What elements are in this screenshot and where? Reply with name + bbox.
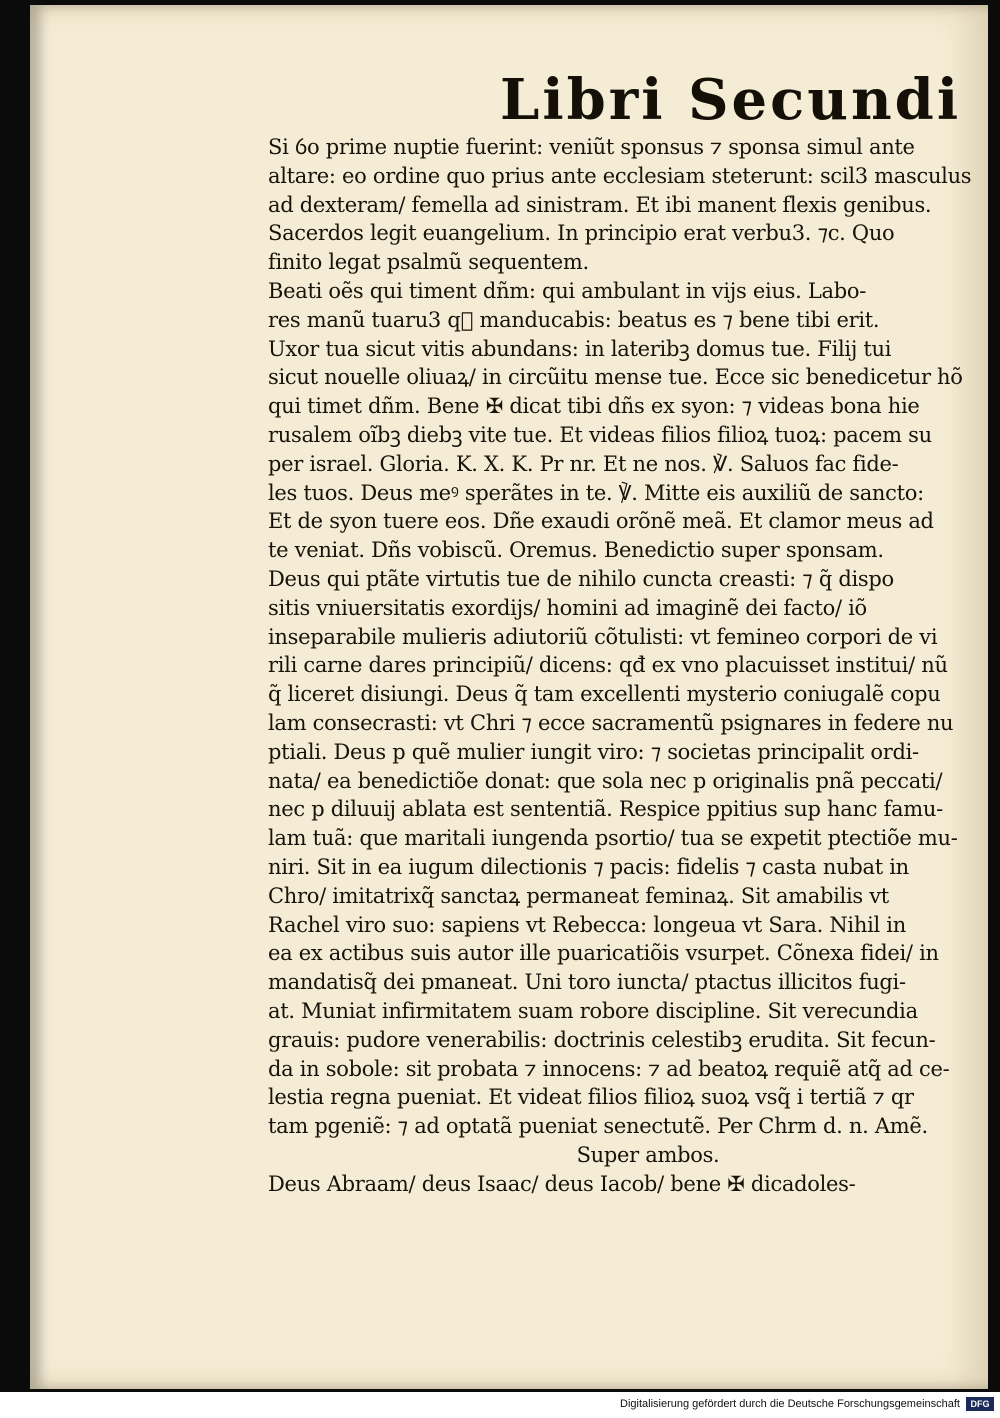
text-line: Deus qui ptãte virtutis tue de nihilo cuncta creasti: ⁊ q̃ dispo bbox=[268, 566, 894, 591]
text-line: at. Muniat infirmitatem suam robore discipline. Sit verecundia bbox=[268, 998, 918, 1023]
text-line: te veniat. Dñs vobiscũ. Oremus. Benedictio super sponsam. bbox=[268, 538, 884, 563]
text-line: les tuos. Deus meꝰ sperãtes in te. ℣. Mitte eis auxiliũ de sancto: bbox=[268, 480, 924, 505]
text-line: Beati oẽs qui timent dñm: qui ambulant in vijs eius. Labo- bbox=[268, 278, 866, 303]
text-line: nata/ ea benedictiõe donat: que sola nec p originalis pnã peccati/ bbox=[268, 768, 943, 793]
text-line: rusalem oĩbꝫ diebꝫ vite tue. Et videas filios filioꝝ tuoꝝ: pacem su bbox=[268, 422, 932, 447]
running-header: Libri Secundi bbox=[500, 67, 962, 133]
text-line: q̃ liceret disiungi. Deus q̃ tam excellenti mysterio coniugalẽ copu bbox=[268, 682, 941, 707]
text-line: Rachel viro suo: sapiens vt Rebecca: longeua vt Sara. Nihil in bbox=[268, 912, 906, 937]
text-line: ptiali. Deus p quẽ mulier iungit viro: ⁊ societas principalit ordi- bbox=[268, 739, 919, 764]
text-line: Uxor tua sicut vitis abundans: in lateribꝫ domus tue. Filij tui bbox=[268, 336, 892, 361]
text-line: finito legat psalmũ sequentem. bbox=[268, 250, 589, 275]
text-line: rili carne dares principiũ/ dicens: qđ ex vno placuisset institui/ nũ bbox=[268, 653, 948, 678]
book-page bbox=[30, 5, 988, 1389]
text-line: niri. Sit in ea iugum dilectionis ⁊ pacis: fidelis ⁊ casta nubat in bbox=[268, 854, 909, 879]
text-line: lam consecrasti: vt Chri ⁊ ecce sacramentũ psignares in federe nu bbox=[268, 710, 954, 735]
text-line: da in sobole: sit probata ⁊ innocens: ⁊ ad beatoꝝ requiẽ atq̃ ad ce- bbox=[268, 1056, 950, 1081]
text-line: per israel. Gloria. K. X. K. Pr nr. Et ne nos. ℣. Saluos fac fide- bbox=[268, 451, 899, 476]
footer-bar bbox=[0, 1392, 1000, 1418]
dfg-logo: DFG bbox=[966, 1397, 994, 1411]
section-heading: Super ambos. bbox=[576, 1142, 720, 1167]
text-line: altare: eo ordine quo prius ante ecclesiam steterunt: scil3 masculus bbox=[268, 163, 972, 188]
text-line: Si ỽo prime nuptie fuerint: veniũt sponsus ⁊ sponsa simul ante bbox=[268, 135, 915, 159]
text-line: Deus Abraam/ deus Isaac/ deus Iacob/ bene ✠ dicadoles- bbox=[268, 1171, 856, 1196]
text-line: ad dexteram/ femella ad sinistram. Et ibi manent flexis genibus. bbox=[268, 192, 932, 217]
text-line: grauis: pudore venerabilis: doctrinis celestibꝫ erudita. Sit fecun- bbox=[268, 1027, 936, 1052]
text-line: tam pgeniẽ: ⁊ ad optatã pueniat senectutẽ. Per Chrm d. n. Amẽ. bbox=[268, 1114, 928, 1139]
text-line: res manũ tuaru3 q᷑ manducabis: beatus es ⁊ bene tibi erit. bbox=[268, 307, 880, 332]
text-line: lam tuã: que maritali iungenda psortio/ tua se expetit ptectiõe mu- bbox=[268, 826, 958, 851]
text-line: Et de syon tuere eos. Dñe exaudi orõnẽ meã. Et clamor meus ad bbox=[268, 509, 934, 534]
text-line: sicut nouelle oliuaꝝ/ in circũitu mense tue. Ecce sic benedicetur hõ bbox=[268, 365, 963, 390]
text-line: Sacerdos legit euangelium. In principio erat verbu3. ⁊c. Quo bbox=[268, 221, 895, 246]
text-line: sitis vniuersitatis exordijs/ homini ad imaginẽ dei facto/ iõ bbox=[268, 595, 867, 620]
text-block bbox=[268, 133, 972, 1198]
text-line: inseparabile mulieris adiutoriũ cõtulisti: vt femineo corpori de vi bbox=[268, 624, 938, 649]
text-line: lestia regna pueniat. Et videat filios filioꝝ suoꝝ vsq̃ i tertiã ⁊ qr bbox=[268, 1085, 914, 1110]
text-line: ea ex actibus suis autor ille puaricatiõis vsurpet. Cõnexa fidei/ in bbox=[268, 941, 939, 966]
text-line: Chro/ imitatrixq̃ sanctaꝝ permaneat feminaꝝ. Sit amabilis vt bbox=[268, 883, 889, 908]
text-line: mandatisq̃ dei pmaneat. Uni toro iuncta/ ptactus illicitos fugi- bbox=[268, 970, 906, 995]
text-line: nec p diluuij ablata est sententiã. Respice ppitius sup hanc famu- bbox=[268, 797, 943, 822]
text-line: qui timet dñm. Bene ✠ dicat tibi dñs ex syon: ⁊ videas bona hie bbox=[268, 394, 920, 419]
funding-credit: Digitalisierung gefördert durch die Deutsche Forschungsgemeinschaft bbox=[620, 1398, 960, 1410]
